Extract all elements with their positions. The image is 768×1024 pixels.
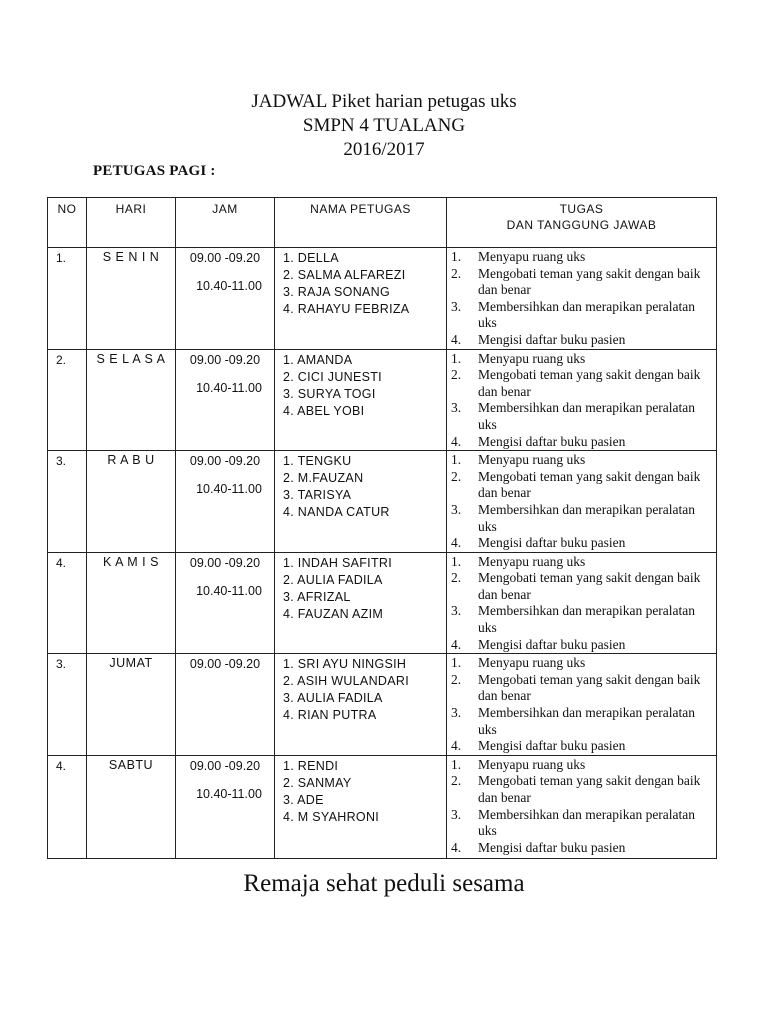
duty-number: 3.: [451, 400, 462, 416]
list-item: 3. RAJA SONANG: [283, 285, 391, 299]
list-item: [451, 655, 716, 672]
duty-number: 4.: [451, 535, 462, 551]
duty-text: Menyapu ruang uks: [478, 655, 586, 671]
duty-text: Mengobati teman yang sakit dengan baik dan benar: [478, 671, 701, 704]
duty-number: 1.: [451, 553, 462, 569]
duty-text: Mengobati teman yang sakit dengan baik dan benar: [478, 773, 701, 805]
schedule-table: [47, 197, 717, 859]
header-nama-petugas: NAMA PETUGAS: [275, 198, 447, 248]
list-item: 4. RAHAYU FEBRIZA: [283, 302, 410, 316]
cell-no: 1.: [48, 248, 87, 350]
list-item: [451, 738, 716, 755]
table-row: [48, 654, 717, 756]
list-item: 3. SURYA TOGI: [283, 386, 376, 401]
duty-number: 1.: [451, 350, 462, 366]
duty-text: Mengobati teman yang sakit dengan baik dan benar: [478, 570, 701, 602]
list-item: [451, 535, 716, 552]
duty-text: Mengobati teman yang sakit dengan baik dan benar: [478, 468, 701, 501]
cell-hari: S E L A S A: [87, 349, 176, 451]
title-line-3: 2016/2017: [343, 139, 425, 160]
duty-text: Mengobati teman yang sakit dengan baik dan benar: [478, 367, 701, 399]
list-item: [451, 773, 716, 806]
duty-number: 1.: [451, 249, 462, 264]
list-item: 4. M SYAHRONI: [283, 809, 380, 824]
list-item: 1. AMANDA: [283, 352, 353, 367]
title-line-2: SMPN 4 TUALANG: [302, 115, 466, 136]
cell-nama-petugas: [275, 349, 447, 451]
list-item: 4. NANDA CATUR: [283, 505, 390, 520]
list-item: 4. FAUZAN AZIM: [283, 606, 384, 621]
list-item: 2. SALMA ALFAREZI: [283, 268, 406, 282]
list-item: 1. INDAH SAFITRI: [283, 555, 392, 570]
cell-jam: [176, 349, 275, 451]
cell-hari: JUMAT: [87, 654, 176, 756]
cell-tugas: [447, 451, 717, 553]
list-item: [451, 266, 716, 299]
jam-slot-1: 09.00 -09.20: [189, 251, 261, 265]
list-item: [451, 299, 716, 332]
list-item: [451, 502, 716, 535]
duty-number: 2.: [451, 671, 462, 687]
duty-number: 2.: [451, 468, 462, 484]
list-item: 2. AULIA FADILA: [283, 572, 383, 587]
cell-jam: [176, 654, 275, 756]
list-item: 3. AFRIZAL: [283, 589, 351, 604]
jam-slot-1: 09.00 -09.20: [189, 657, 261, 672]
list-item: [451, 603, 716, 636]
duty-number: 3.: [451, 705, 462, 721]
duty-number: 4.: [451, 636, 462, 652]
duty-number: 1.: [451, 655, 462, 671]
duty-text: Mengisi daftar buku pasien: [478, 636, 626, 652]
title-line-1: JADWAL Piket harian petugas uks: [251, 91, 517, 112]
list-item: 1. RENDI: [283, 758, 339, 773]
table-row: [48, 552, 717, 654]
duty-number: 3.: [451, 806, 462, 822]
duty-number: 4.: [451, 433, 462, 449]
table-row: [48, 248, 717, 350]
duty-number: 4.: [451, 839, 462, 855]
cell-nama-petugas: [275, 654, 447, 756]
jam-slot-2: 10.40-11.00: [196, 583, 262, 598]
section-label: PETUGAS PAGI :: [93, 163, 216, 179]
list-item: [451, 249, 716, 266]
cell-no: 4.: [48, 552, 87, 654]
list-item: [451, 400, 716, 433]
duty-number: 2.: [451, 367, 462, 383]
cell-no: 3.: [48, 654, 87, 756]
table-header-row: [48, 198, 717, 248]
list-item: 3. TARISYA: [283, 488, 352, 503]
duty-number: 4.: [451, 331, 462, 347]
duty-text: Mengisi daftar buku pasien: [478, 839, 626, 855]
jam-slot-1: 09.00 -09.20: [189, 352, 261, 367]
list-item: 3. AULIA FADILA: [283, 691, 383, 706]
duty-number: 2.: [451, 773, 462, 789]
cell-tugas: [447, 552, 717, 654]
list-item: 1. TENGKU: [283, 454, 352, 469]
duty-number: 1.: [451, 756, 462, 772]
jam-slot-2: 10.40-11.00: [196, 279, 262, 293]
duty-number: 4.: [451, 738, 462, 754]
list-item: [451, 351, 716, 368]
list-item: 4. ABEL YOBI: [283, 403, 365, 418]
jam-slot-2: 10.40-11.00: [196, 380, 262, 395]
jam-slot-2: 10.40-11.00: [196, 786, 262, 801]
duty-text: Membersihkan dan merapikan peralatan uks: [478, 603, 696, 636]
list-item: [451, 672, 716, 705]
duty-text: Mengisi daftar buku pasien: [478, 433, 626, 449]
duty-number: 3.: [451, 501, 462, 517]
duty-text: Membersihkan dan merapikan peralatan uks: [478, 298, 696, 331]
cell-tugas: [447, 349, 717, 451]
list-item: [451, 637, 716, 654]
list-item: 4. RIAN PUTRA: [283, 708, 377, 723]
list-item: [451, 570, 716, 603]
cell-tugas: [447, 755, 717, 858]
list-item: [451, 757, 716, 774]
cell-nama-petugas: [275, 451, 447, 553]
header-no: NO: [48, 198, 87, 248]
list-item: [451, 469, 716, 502]
duty-text: Mengisi daftar buku pasien: [478, 331, 626, 347]
duty-text: Menyapu ruang uks: [478, 350, 586, 366]
header-hari: HARI: [87, 198, 176, 248]
duty-text: Membersihkan dan merapikan peralatan uks: [478, 806, 696, 839]
duty-number: 1.: [451, 452, 462, 468]
list-item: [451, 367, 716, 400]
footer-motto: Remaja sehat peduli sesama: [243, 870, 525, 897]
cell-jam: [176, 451, 275, 553]
list-item: 2. SANMAY: [283, 775, 352, 790]
cell-hari: R A B U: [87, 451, 176, 553]
list-item: [451, 807, 716, 840]
table-row: [48, 755, 717, 858]
cell-jam: [176, 248, 275, 350]
list-item: 1. DELLA: [283, 251, 339, 265]
duty-text: Menyapu ruang uks: [478, 452, 586, 468]
cell-no: 2.: [48, 349, 87, 451]
cell-jam: [176, 552, 275, 654]
list-item: [451, 840, 716, 857]
cell-hari: SABTU: [87, 755, 176, 858]
header-tugas: TUGAS DAN TANGGUNG JAWAB: [447, 198, 717, 248]
list-item: [451, 452, 716, 469]
duty-text: Menyapu ruang uks: [478, 756, 586, 772]
duty-number: 2.: [451, 265, 462, 281]
list-item: 2. ASIH WULANDARI: [283, 674, 409, 689]
list-item: [451, 705, 716, 738]
duty-text: Mengisi daftar buku pasien: [478, 535, 626, 551]
duty-number: 2.: [451, 570, 462, 586]
list-item: 2. M.FAUZAN: [283, 471, 364, 486]
duty-text: Mengisi daftar buku pasien: [478, 738, 626, 754]
jam-slot-1: 09.00 -09.20: [189, 758, 261, 773]
header-jam: JAM: [176, 198, 275, 248]
document-title: [0, 90, 768, 162]
duty-number: 3.: [451, 603, 462, 619]
list-item: 2. CICI JUNESTI: [283, 369, 382, 384]
table-row: [48, 349, 717, 451]
list-item: [451, 434, 716, 451]
cell-tugas: [447, 654, 717, 756]
cell-jam: [176, 755, 275, 858]
list-item: 3. ADE: [283, 792, 324, 807]
duty-text: Membersihkan dan merapikan peralatan uks: [478, 400, 696, 432]
cell-hari: K A M I S: [87, 552, 176, 654]
duty-text: Menyapu ruang uks: [478, 249, 586, 264]
jam-slot-2: 10.40-11.00: [196, 482, 262, 497]
duty-text: Membersihkan dan merapikan peralatan uks: [478, 501, 696, 534]
cell-nama-petugas: [275, 248, 447, 350]
list-item: [451, 554, 716, 571]
cell-nama-petugas: [275, 552, 447, 654]
duty-number: 3.: [451, 298, 462, 314]
table-row: [48, 451, 717, 553]
list-item: 1. SRI AYU NINGSIH: [283, 657, 407, 672]
cell-no: 3.: [48, 451, 87, 553]
cell-tugas: [447, 248, 717, 350]
list-item: [451, 332, 716, 349]
jam-slot-1: 09.00 -09.20: [189, 555, 261, 570]
duty-text: Membersihkan dan merapikan peralatan uks: [478, 705, 696, 737]
jam-slot-1: 09.00 -09.20: [189, 454, 261, 469]
cell-nama-petugas: [275, 755, 447, 858]
cell-no: 4.: [48, 755, 87, 858]
cell-hari: S E N I N: [87, 248, 176, 350]
duty-text: Mengobati teman yang sakit dengan baik dan benar: [478, 265, 701, 298]
duty-text: Menyapu ruang uks: [478, 553, 586, 569]
